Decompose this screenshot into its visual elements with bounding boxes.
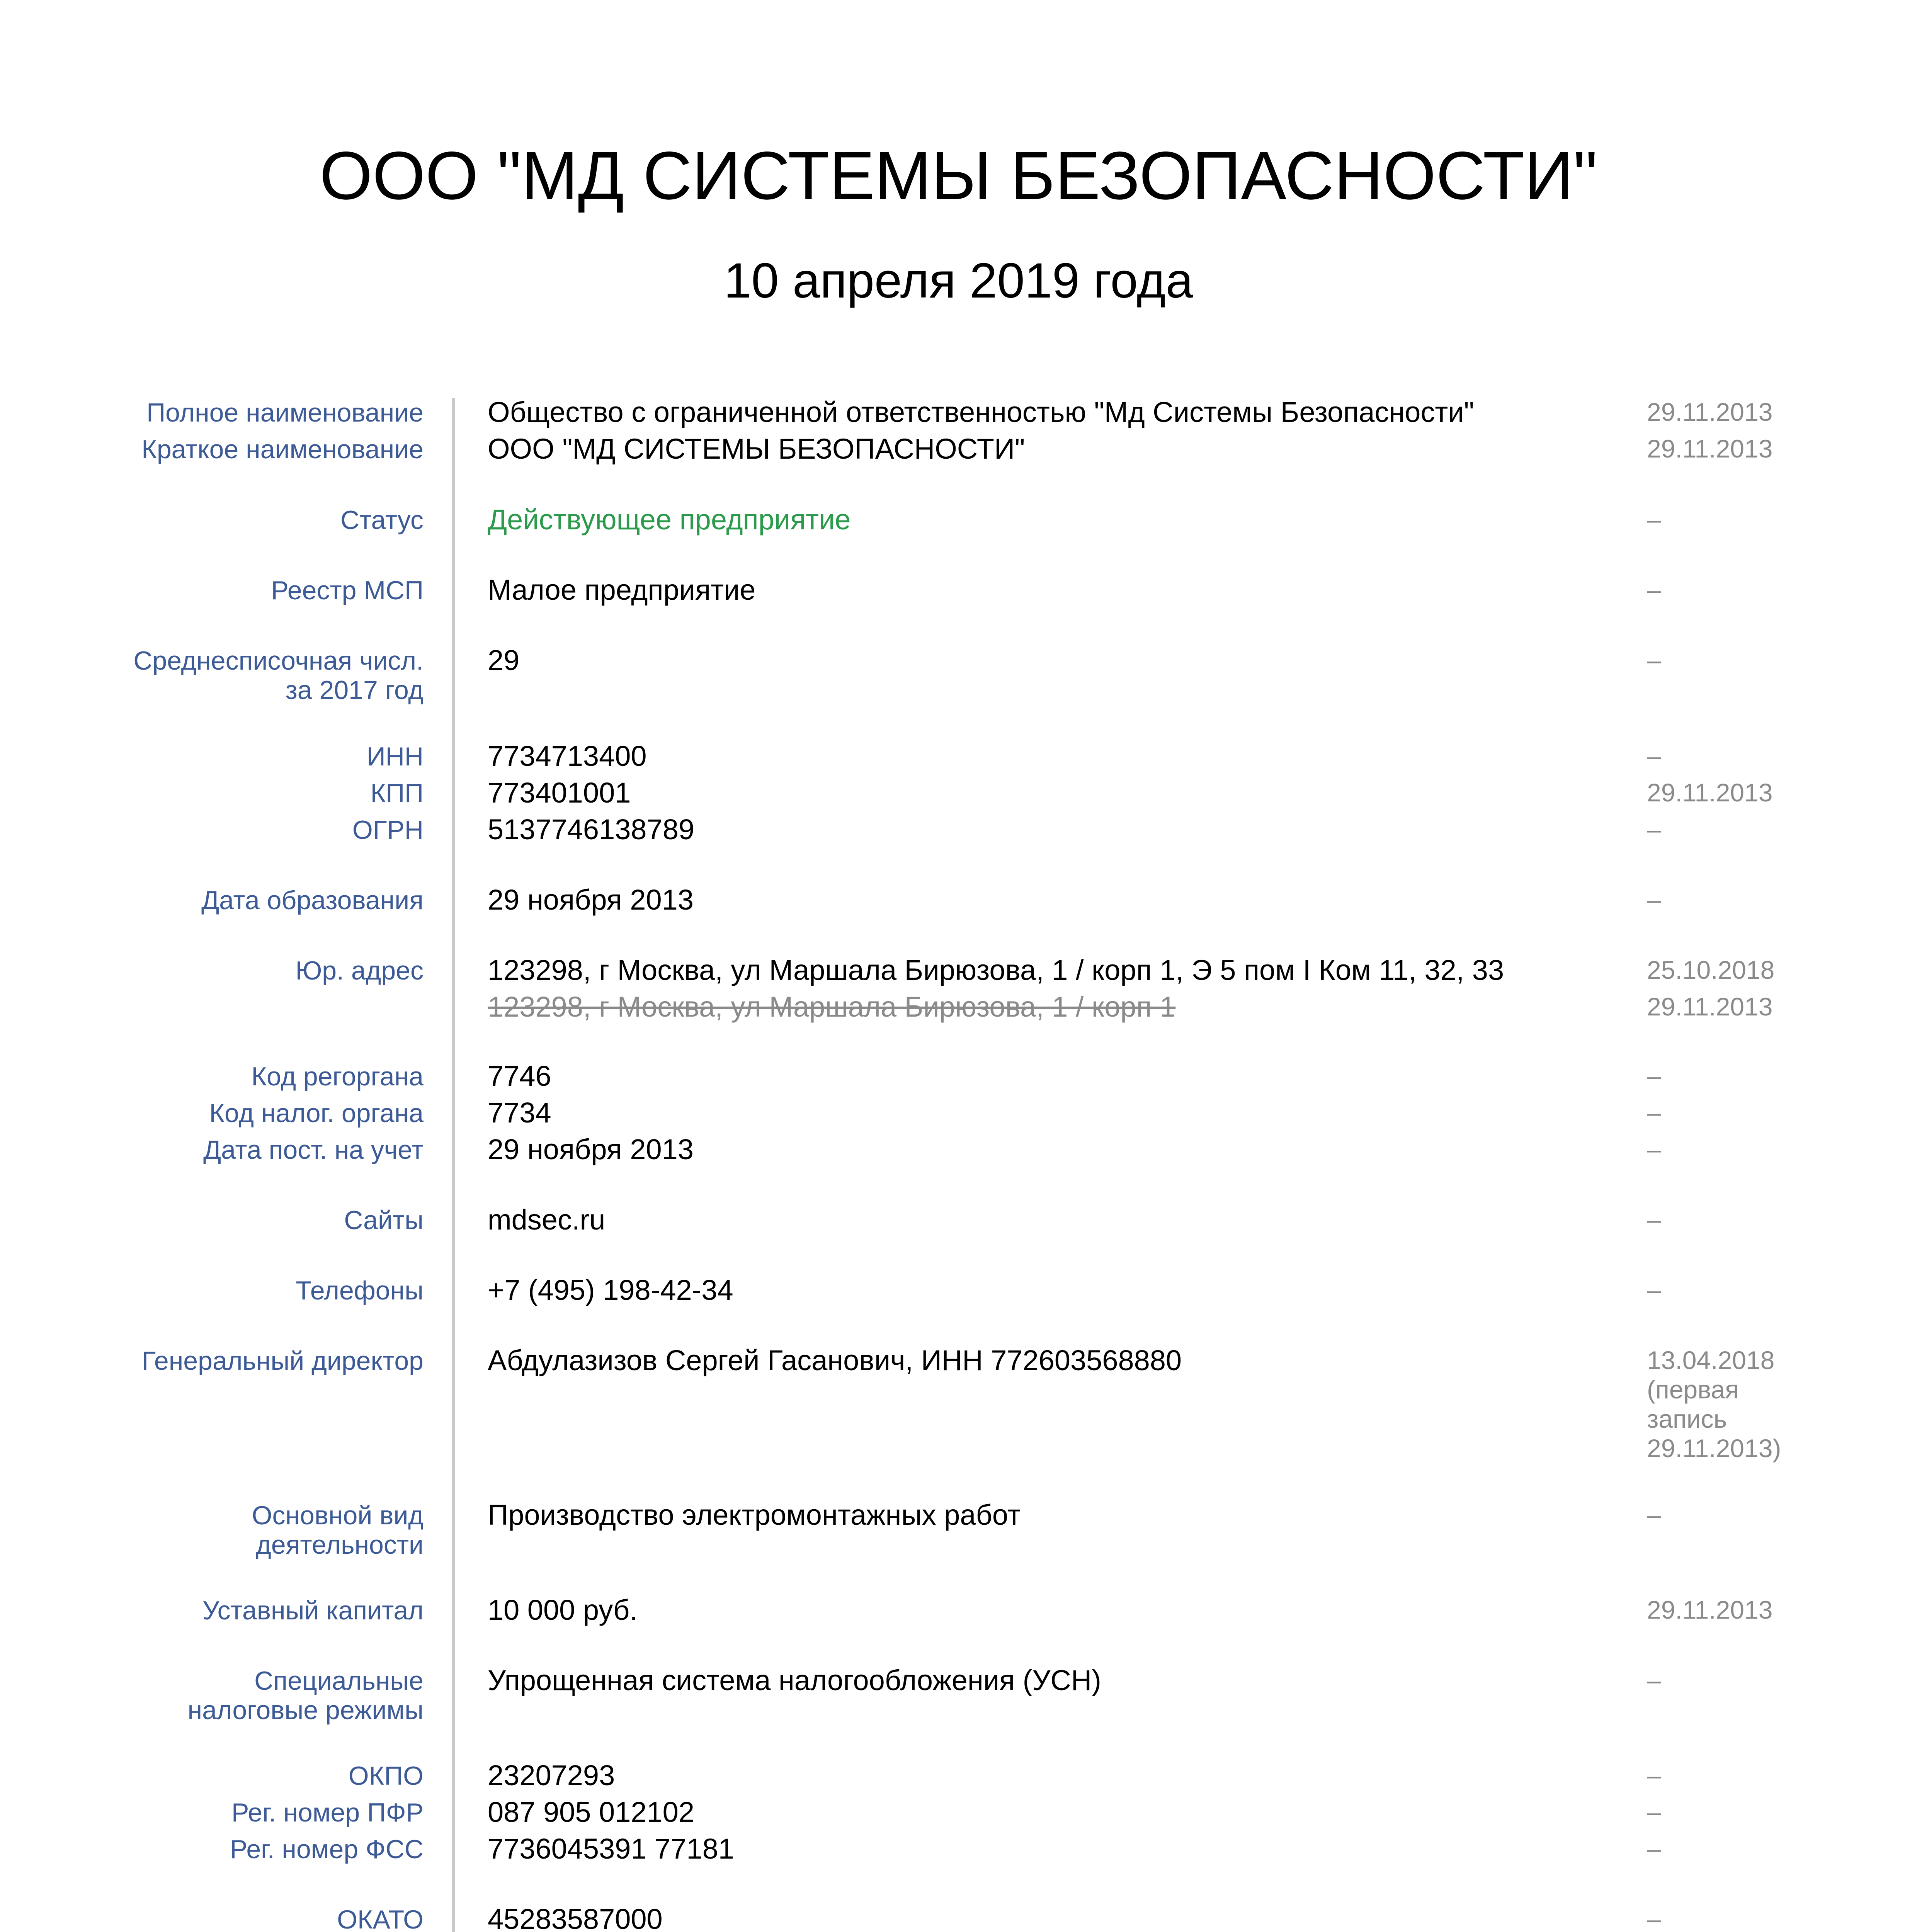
fss-date: – [1647, 1834, 1661, 1863]
ogrn-value: 5137746138789 [488, 813, 695, 845]
director-label: Генеральный директор [141, 1346, 424, 1376]
full-name-date: 29.11.2013 [1647, 398, 1773, 426]
capital-label: Уставный капитал [202, 1596, 424, 1625]
address-old-date: 29.11.2013 [1647, 992, 1773, 1021]
phones-label: Телефоны [296, 1276, 424, 1305]
full-name-label: Полное наименование [146, 398, 424, 427]
headcount-value: 29 [488, 644, 520, 676]
tax-regime-label-line2: налоговые режимы [187, 1696, 424, 1725]
tax-code-date: – [1647, 1098, 1661, 1127]
founded-label: Дата образования [201, 886, 424, 915]
okpo-label: ОКПО [348, 1761, 424, 1791]
phones-date: – [1647, 1276, 1661, 1304]
director-date-line1: 13.04.2018 [1647, 1346, 1775, 1374]
reg-date-date: – [1647, 1135, 1661, 1163]
reg-date-value: 29 ноября 2013 [488, 1133, 694, 1165]
kpp-value: 773401001 [488, 777, 631, 809]
kpp-date: 29.11.2013 [1647, 778, 1773, 807]
msp-date: – [1647, 575, 1661, 604]
director-value: Абдулазизов Сергей Гасанович, ИНН 772603568880 [488, 1344, 1182, 1376]
reg-code-date: – [1647, 1061, 1661, 1090]
tax-regime-value: Упрощенная система налогообложения (УСН) [488, 1664, 1101, 1696]
report-date: 10 апреля 2019 года [724, 253, 1193, 308]
short-name-label: Краткое наименование [141, 435, 424, 464]
director-date-line3: запись [1647, 1405, 1727, 1433]
sites-label: Сайты [344, 1206, 424, 1235]
short-name-value: ООО "МД СИСТЕМЫ БЕЗОПАСНОСТИ" [488, 433, 1025, 465]
fss-label: Рег. номер ФСС [230, 1835, 424, 1864]
status-date: – [1647, 505, 1661, 534]
reg-code-label: Код регоргана [251, 1062, 424, 1091]
full-name-value: Общество с ограниченной ответственностью "Мд Системы Безопасности" [488, 396, 1474, 428]
column-divider [452, 398, 455, 1932]
short-name-date: 29.11.2013 [1647, 434, 1773, 463]
phones-value: +7 (495) 198-42-34 [488, 1274, 733, 1306]
address-old-value: 123298, г Москва, ул Маршала Бирюзова, 1 / корп 1 [488, 991, 1176, 1023]
tax-code-label: Код налог. органа [209, 1099, 424, 1128]
pfr-label: Рег. номер ПФР [231, 1798, 424, 1827]
capital-date: 29.11.2013 [1647, 1595, 1773, 1624]
page-title: ООО "МД СИСТЕМЫ БЕЗОПАСНОСТИ" [320, 138, 1597, 214]
headcount-label-line1: Среднесписочная числ. [133, 646, 424, 675]
address-label: Юр. адрес [295, 956, 424, 985]
headcount-date: – [1647, 646, 1661, 674]
fss-value: 7736045391 77181 [488, 1833, 734, 1865]
activity-label-line1: Основной вид [252, 1501, 424, 1530]
activity-label-line2: деятельности [256, 1530, 424, 1560]
director-date-line4: 29.11.2013) [1647, 1434, 1781, 1463]
status-label: Статус [340, 505, 424, 535]
okato-label: ОКАТО [337, 1905, 424, 1932]
okato-date: – [1647, 1905, 1661, 1932]
tax-regime-label-line1: Специальные [254, 1666, 424, 1696]
pfr-date: – [1647, 1798, 1661, 1826]
sites-date: – [1647, 1205, 1661, 1234]
msp-value: Малое предприятие [488, 574, 756, 606]
headcount-label-line2: за 2017 год [285, 675, 424, 705]
reg-date-label: Дата пост. на учет [203, 1135, 424, 1165]
msp-label: Реестр МСП [271, 576, 424, 605]
director-date-line2: (первая [1647, 1375, 1739, 1404]
address-value: 123298, г Москва, ул Маршала Бирюзова, 1 / корп 1, Э 5 пом I Ком 11, 32, 33 [488, 954, 1504, 986]
activity-date: – [1647, 1500, 1661, 1529]
okpo-date: – [1647, 1761, 1661, 1789]
kpp-label: КПП [370, 779, 424, 808]
inn-label: ИНН [366, 742, 424, 771]
status-value: Действующее предприятие [488, 503, 851, 536]
reg-code-value: 7746 [488, 1060, 551, 1092]
inn-date: – [1647, 742, 1661, 770]
inn-value: 7734713400 [488, 740, 647, 772]
sites-value: mdsec.ru [488, 1204, 606, 1236]
address-date: 25.10.2018 [1647, 956, 1775, 984]
founded-value: 29 ноября 2013 [488, 884, 694, 916]
activity-value: Производство электромонтажных работ [488, 1499, 1021, 1531]
ogrn-label: ОГРН [352, 815, 424, 845]
okpo-value: 23207293 [488, 1759, 615, 1791]
tax-regime-date: – [1647, 1666, 1661, 1694]
tax-code-value: 7734 [488, 1097, 551, 1129]
founded-date: – [1647, 885, 1661, 914]
capital-value: 10 000 руб. [488, 1594, 638, 1626]
pfr-value: 087 905 012102 [488, 1796, 694, 1828]
ogrn-date: – [1647, 815, 1661, 844]
okato-value: 45283587000 [488, 1903, 663, 1932]
